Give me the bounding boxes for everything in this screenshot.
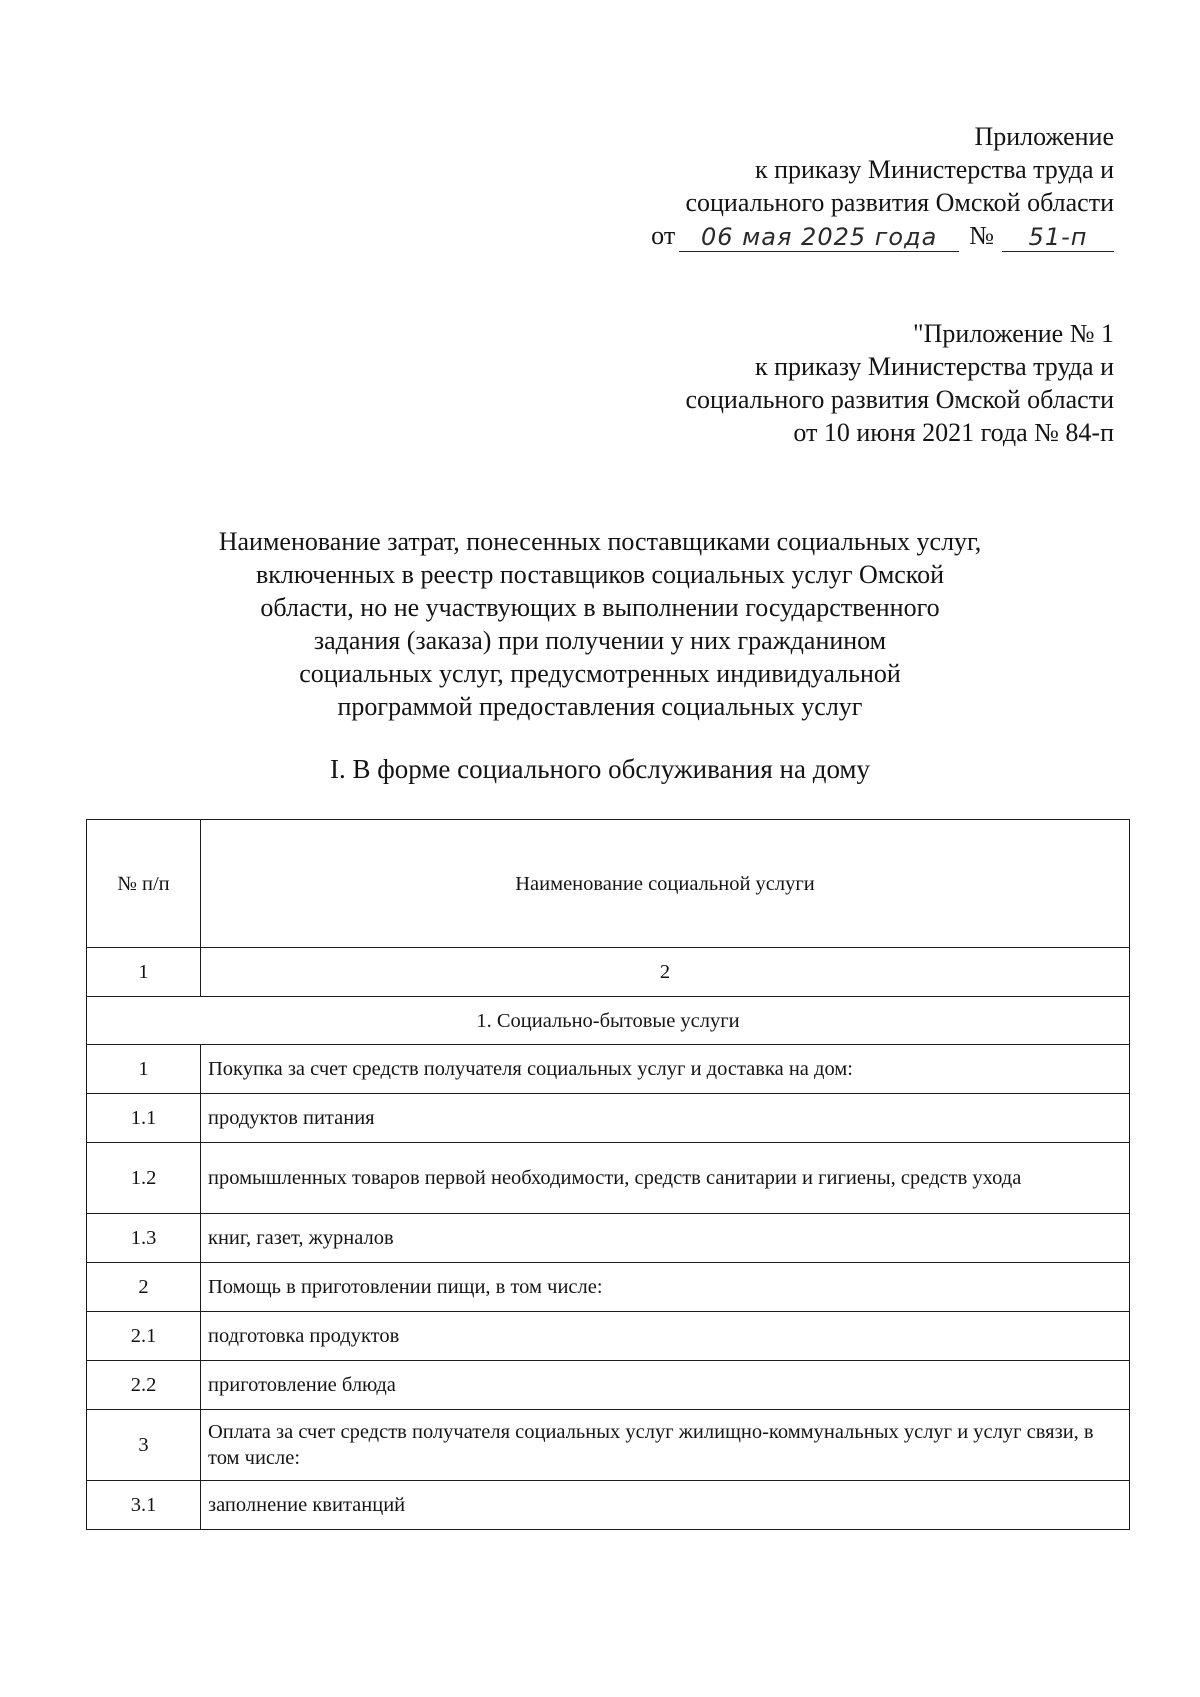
column-index-2: 2 (201, 948, 1130, 997)
document-title-line: задания (заказа) при получении у них гражданином (313, 626, 887, 655)
appendix-order-line1: к приказу Министерства труда и (754, 155, 1114, 184)
row-name: промышленных товаров первой необходимости, средств санитарии и гигиены, средств ухода (201, 1143, 1130, 1214)
prior-appendix-line2: социального развития Омской области (685, 385, 1114, 414)
handwritten-date: 06 мая 2025 года (679, 223, 959, 252)
table-row (87, 1361, 1130, 1410)
row-number: 1.2 (87, 1143, 201, 1214)
appendix-title: Приложение (974, 122, 1114, 151)
group-row (87, 997, 1130, 1045)
handwritten-order-number: 51-п (1002, 223, 1114, 252)
appendix-order-line2: социального развития Омской области (685, 188, 1114, 217)
table-row (87, 1481, 1130, 1530)
document-title-line: программой предоставления социальных услуг (337, 692, 863, 721)
prior-appendix-title: "Приложение № 1 (913, 319, 1114, 348)
row-number: 2 (87, 1263, 201, 1312)
table-row (87, 1143, 1130, 1214)
row-name: Покупка за счет средств получателя социальных услуг и доставка на дом: (201, 1045, 1130, 1094)
header-name: Наименование социальной услуги (201, 820, 1130, 948)
document-title-line: области, но не участвующих в выполнении государственного (260, 593, 940, 622)
row-name: приготовление блюда (201, 1361, 1130, 1410)
table-row (87, 1312, 1130, 1361)
row-name: книг, газет, журналов (201, 1214, 1130, 1263)
row-name: продуктов питания (201, 1094, 1130, 1143)
appendix-header (651, 120, 1114, 252)
document-title-line: социальных услуг, предусмотренных индивидуальной (299, 659, 901, 688)
prior-appendix-line3: от 10 июня 2021 года № 84-п (793, 418, 1114, 447)
number-sign: № (969, 221, 994, 250)
column-index-1: 1 (87, 948, 201, 997)
row-name: подготовка продуктов (201, 1312, 1130, 1361)
row-number: 2.2 (87, 1361, 201, 1410)
header-number: № п/п (87, 820, 201, 948)
table-row (87, 1263, 1130, 1312)
document-title-line: включенных в реестр поставщиков социальных услуг Омской (255, 560, 945, 589)
services-table (86, 819, 1130, 1530)
row-number: 3 (87, 1410, 201, 1481)
document-title (130, 525, 1070, 723)
row-number: 3.1 (87, 1481, 201, 1530)
section-title: I. В форме социального обслуживания на дому (329, 754, 871, 784)
prior-appendix-line1: к приказу Министерства труда и (754, 352, 1114, 381)
prior-appendix-header (685, 317, 1114, 449)
table-header-row (87, 820, 1130, 948)
row-name: Помощь в приготовлении пищи, в том числе: (201, 1263, 1130, 1312)
appendix-order-date-line (651, 219, 1114, 252)
row-number: 1.1 (87, 1094, 201, 1143)
group-title: 1. Социально-бытовые услуги (87, 997, 1130, 1045)
document-title-line: Наименование затрат, понесенных поставщиками социальных услуг, (218, 527, 982, 556)
row-number: 1.3 (87, 1214, 201, 1263)
column-index-row (87, 948, 1130, 997)
row-name: Оплата за счет средств получателя социальных услуг жилищно-коммунальных услуг и услуг связи, в том числе: (201, 1410, 1130, 1481)
date-prefix: от (651, 221, 676, 250)
table-row (87, 1045, 1130, 1094)
table-row (87, 1094, 1130, 1143)
row-name: заполнение квитанций (201, 1481, 1130, 1530)
table-row (87, 1214, 1130, 1263)
table-row (87, 1410, 1130, 1481)
row-number: 2.1 (87, 1312, 201, 1361)
row-number: 1 (87, 1045, 201, 1094)
